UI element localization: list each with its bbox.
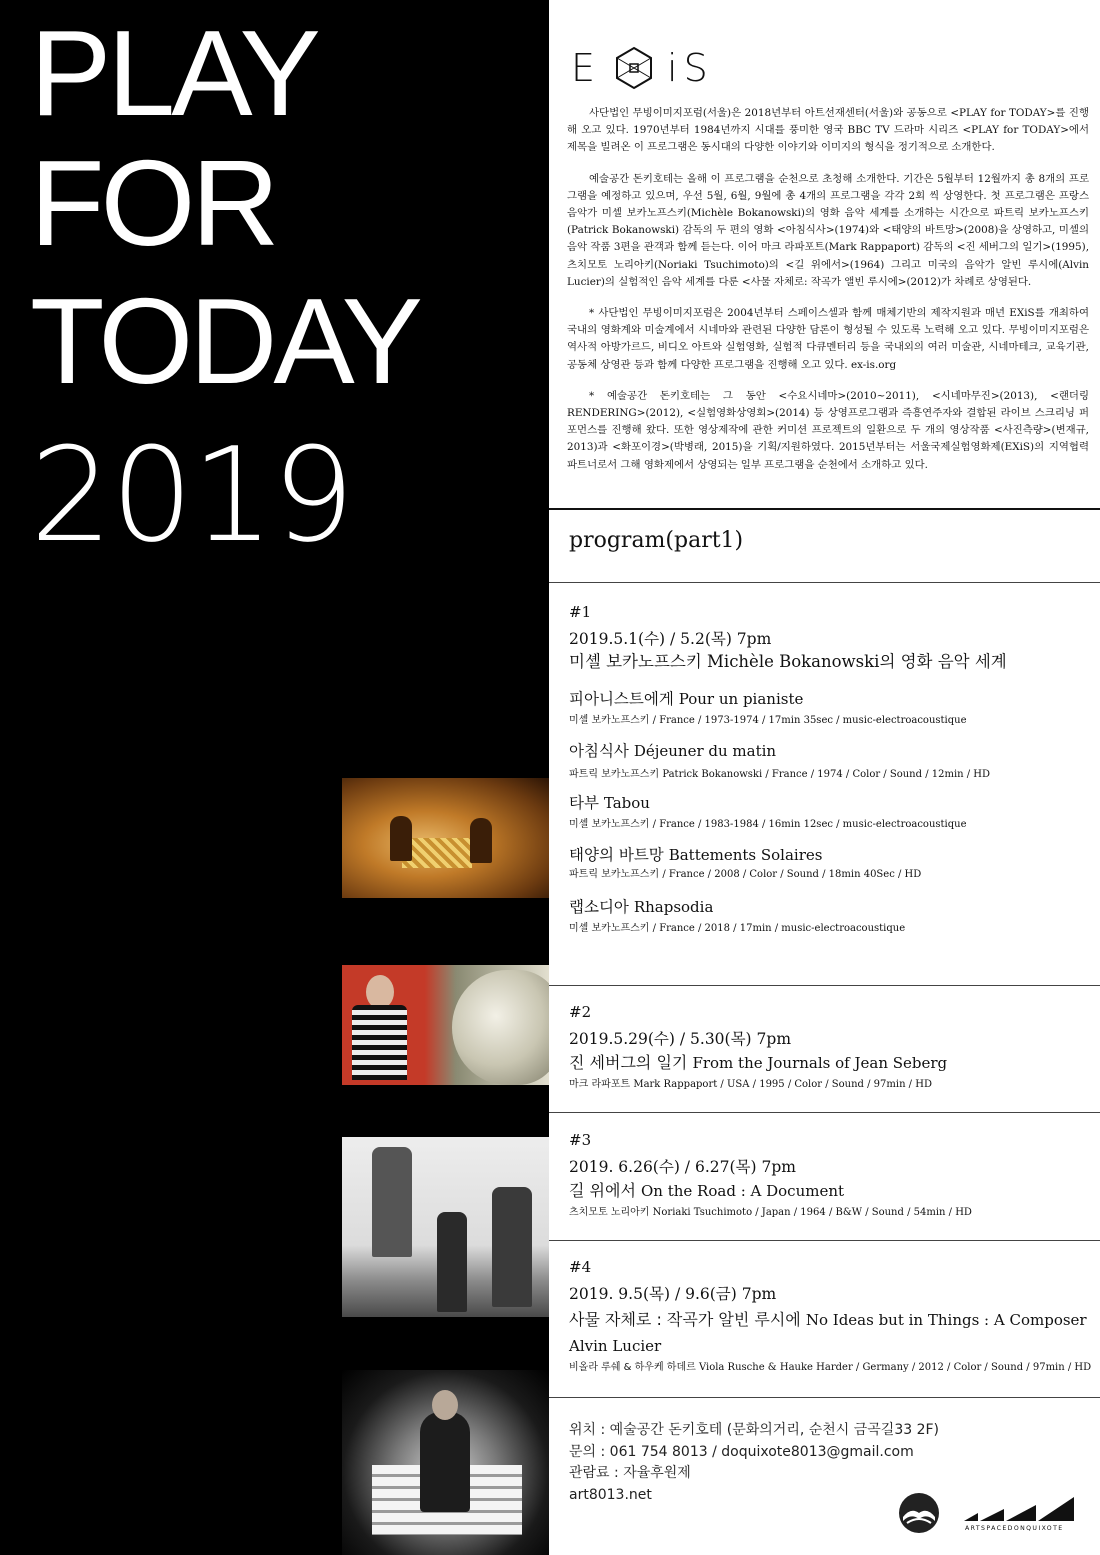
- film-meta: [569, 1078, 1094, 1092]
- film-director: 미셸 보카노프스키: [569, 923, 653, 934]
- film-title: [569, 688, 1094, 710]
- film-director: 미셸 보카노프스키: [569, 715, 653, 726]
- film-title-ko: 타부: [569, 794, 604, 812]
- venue-contact: 문의 : 061 754 8013 / doquixote8013@gmail.com: [569, 1443, 914, 1460]
- film-title: [569, 896, 1094, 918]
- film-director: 파트릭 보카노프스키: [569, 769, 663, 780]
- film-title-en: Alvin Lucier: [569, 1337, 662, 1355]
- film-meta: [569, 1361, 1094, 1375]
- title-panel: [0, 0, 549, 1555]
- content-column: [549, 0, 1100, 1555]
- mountain-logo-icon: [899, 1493, 939, 1533]
- film-title-en: No Ideas but in Things : A Composer: [805, 1311, 1087, 1329]
- poster-title-line2: FOR: [30, 135, 276, 271]
- divider: [549, 1240, 1100, 1241]
- film-title-en: Tabou: [603, 794, 650, 812]
- still-figure: [352, 1005, 407, 1080]
- exis-logo: [571, 40, 714, 96]
- poster-title-line3: TODAY: [30, 273, 420, 409]
- film-meta: [569, 868, 1094, 882]
- film-details: Mark Rappaport / USA / 1995 / Color / Sound / 97min / HD: [633, 1079, 932, 1090]
- film-title-en: On the Road : A Document: [641, 1182, 845, 1200]
- film-title-en: From the Journals of Jean Seberg: [692, 1054, 948, 1072]
- divider: [549, 1397, 1100, 1398]
- venue-location: 위치 : 예술공간 돈키호테 (문화의거리, 순천시 금곡길33 2F): [569, 1422, 940, 1438]
- film-meta: [569, 922, 1094, 936]
- film-director: 비올라 루쉐 & 하우케 하데르: [569, 1362, 699, 1373]
- film-title-ko: 랩소디아: [569, 898, 634, 916]
- film-title-ko: 길 위에서: [569, 1181, 641, 1200]
- program-number: #2: [569, 1003, 592, 1021]
- film-entry: [569, 688, 1094, 728]
- headline-ko: 미셸 보카노프스키: [569, 652, 708, 671]
- film-title: [569, 1307, 1094, 1333]
- film-entry: [569, 844, 1094, 882]
- program-2: [569, 1002, 1094, 1092]
- film-title: [569, 792, 1094, 814]
- film-still-alvin-lucier: [342, 1370, 549, 1555]
- film-meta: [569, 1206, 1094, 1220]
- film-details: Patrick Bokanowski / France / 1974 / Color / Sound / 12min / HD: [662, 769, 991, 780]
- venue-fee: 관람료 : 자율후원제: [569, 1465, 691, 1481]
- film-still-on-the-road: [342, 1137, 549, 1317]
- partner-logo-text: ARTSPACEDONQUIXOTE: [965, 1525, 1064, 1532]
- film-title-ko: 피아니스트에게: [569, 690, 679, 708]
- still-figure: [390, 816, 412, 861]
- film-still-dejeuner: [342, 778, 549, 898]
- film-meta: [569, 768, 1094, 782]
- film-title-en: Pour un pianiste: [678, 690, 804, 708]
- film-title-ko: 사물 자체로 : 작곡가 알빈 루시에: [569, 1310, 806, 1329]
- film-title-en: Rhapsodia: [633, 898, 714, 916]
- still-figure: [420, 1412, 470, 1512]
- program-title: program(part1): [569, 528, 744, 553]
- intro-paragraph: 사단법인 무빙이미지포럼(서울)은 2018년부터 아트선재센터(서울)와 공동으로 <PLAY for TODAY>를 진행해 오고 있다. 1970년부터 1984년까지 시대를 풍미한 영국 BBC TV 드라마 시리즈 <PLAY for TODAY>에서 제목을 빌려온 이 프로그램은 동시대의 다양한 이야기와 이미지의 형식을 정기적으로 소개한다.: [567, 107, 1089, 154]
- venue-info: [569, 1420, 939, 1506]
- film-meta: [569, 714, 1094, 728]
- still-figure: [437, 1212, 467, 1312]
- intro-paragraph: * 예술공간 돈키호테는 그 동안 <수요시네마>(2010~2011), <시네마무진>(2013), <랜더링 RENDERING>(2012), <실험영화상영회>(2014) 등 상영프로그램과 즉흥연주자와 결합된 라이브 스크리닝 퍼포먼스를 진행해 왔다. 또한 영상제작에 관한 커미션 프로젝트의 일환으로 두 개의 영상작품 <사진측량>(변재규, 2013)과 <화포이경>(박병래, 2015)을 기획/지원하였다. 2015년부터는 서울국제실험영화제(EXiS)의 지역협력 파트너로서 그해 영화제에서 상영되는 일부 프로그램을 순천에서 소개하고 있다.: [567, 389, 1089, 471]
- film-title: [569, 1180, 1094, 1202]
- film-title-ko: 진 세버그의 일기: [569, 1053, 693, 1072]
- film-meta: [569, 818, 1094, 832]
- film-details: / France / 2008 / Color / Sound / 18min 40Sec / HD: [662, 869, 922, 880]
- film-title-en: Déjeuner du matin: [633, 742, 777, 760]
- still-figure: [492, 1187, 532, 1307]
- film-title-ko: 태양의 바트망: [569, 846, 669, 864]
- program-date: 2019.5.29(수) / 5.30(목) 7pm: [569, 1030, 792, 1048]
- film-title-ko: 아침식사: [569, 742, 634, 760]
- film-entry: [569, 740, 1094, 782]
- divider: [549, 1112, 1100, 1113]
- logo-letter: E: [571, 46, 602, 90]
- headline-en: Michèle Bokanowski: [707, 652, 880, 671]
- still-figure: [366, 975, 394, 1009]
- intro-paragraph: 예술공간 돈키호테는 올해 이 프로그램을 순천으로 초청해 소개한다. 기간은 5월부터 12월까지 총 8개의 프로그램을 예정하고 있으며, 우선 5월, 6월, 9월에 총 4개의 프로그램을 각각 2회 씩 상영한다. 첫 프로그램은 프랑스 음악가 미셸 보카노프스키(Michèle Bokanowski)의 영화 음악 세계를 소개하는 시간으로 파트릭 보카노프스키(Patrick Bokanowski) 감독의 두 편의 영화 <아침식사>(1974)와 <태양의 바트망>(2008)을 상영하고, 미셸의 음악 작품 3편을 관객과 함께 듣는다. 이어 마크 라파포트(Mark Rappaport) 감독의 <진 세버그의 일기>(1995), 츠치모토 노리아키(Noriaki Tsuchimoto)의 <길 위에서>(1964) 그리고 미국의 음악가 알빈 루시에(Alvin Lucier)의 실험적인 음악 세계를 다룬 <사물 자체로: 작곡가 앨빈 루시에>(2012)가 차례로 상영된다.: [567, 172, 1089, 288]
- film-details: / France / 1983-1984 / 16min 12sec / music-electroacoustique: [652, 819, 967, 830]
- program-date: 2019. 9.5(목) / 9.6(금) 7pm: [569, 1285, 777, 1303]
- film-entry: [569, 896, 1094, 936]
- film-title-continued: [569, 1333, 1094, 1359]
- divider: [549, 508, 1100, 510]
- program-number: #4: [569, 1258, 592, 1276]
- still-face: [452, 970, 549, 1085]
- intro-text: [567, 105, 1089, 488]
- program-4: [569, 1257, 1094, 1375]
- still-figure: [432, 1390, 458, 1420]
- program-date: 2019.5.1(수) / 5.2(목) 7pm: [569, 630, 772, 648]
- film-title: [569, 844, 1094, 866]
- film-director: 마크 라파포트: [569, 1079, 634, 1090]
- divider: [549, 582, 1100, 583]
- film-details: Noriaki Tsuchimoto / Japan / 1964 / B&W / Sound / 54min / HD: [652, 1207, 972, 1218]
- still-table: [402, 838, 472, 868]
- program-date: 2019. 6.26(수) / 6.27(목) 7pm: [569, 1158, 796, 1176]
- still-figure: [470, 818, 492, 863]
- poster-title-line1: PLAY: [30, 5, 317, 141]
- program-number: #3: [569, 1131, 592, 1149]
- divider: [549, 985, 1100, 986]
- program-headline: [569, 650, 1094, 674]
- film-director: 츠치모토 노리아키: [569, 1207, 653, 1218]
- film-title: [569, 740, 1094, 762]
- intro-paragraph: * 사단법인 무빙이미지포럼은 2004년부터 스페이스셀과 함께 매체기반의 제작지원과 매년 EXiS를 개최하여 국내의 영화계와 미술계에서 시네마와 관련된 다양한 담론이 형성될 수 있도록 노력해 오고 있다. 무빙이미지포럼은 역사적 아방가르드, 비디오 아트와 실험영화, 실험적 다큐멘터리 등을 국내외의 여러 미술관, 시네마테크, 교육기관, 공동체 상영관 등과 함께 다양한 프로그램을 진행해 오고 있다. ex-is.org: [567, 307, 1089, 371]
- program-number: #1: [569, 603, 592, 621]
- venue-website[interactable]: art8013.net: [569, 1486, 652, 1503]
- logo-letters: iS: [667, 46, 714, 90]
- film-still-jean-seberg: [342, 965, 549, 1085]
- headline-ko: 의 영화 음악 세계: [879, 652, 1007, 671]
- film-details: Viola Rusche & Hauke Harder / Germany / 2012 / Color / Sound / 97min / HD: [698, 1362, 1092, 1373]
- film-entry: [569, 792, 1094, 832]
- program-3: [569, 1130, 1094, 1220]
- film-director: 미셸 보카노프스키: [569, 819, 653, 830]
- film-details: / France / 2018 / 17min / music-electroacoustique: [652, 923, 906, 934]
- film-details: / France / 1973-1974 / 17min 35sec / music-electroacoustique: [652, 715, 967, 726]
- program-1: [569, 602, 1094, 936]
- film-title: [569, 1052, 1094, 1074]
- film-title-en: Battements Solaires: [668, 846, 823, 864]
- still-figure: [372, 1147, 412, 1257]
- poster-year: 2019: [30, 419, 353, 571]
- film-director: 파트릭 보카노프스키: [569, 869, 663, 880]
- hexagon-icon: [615, 46, 653, 90]
